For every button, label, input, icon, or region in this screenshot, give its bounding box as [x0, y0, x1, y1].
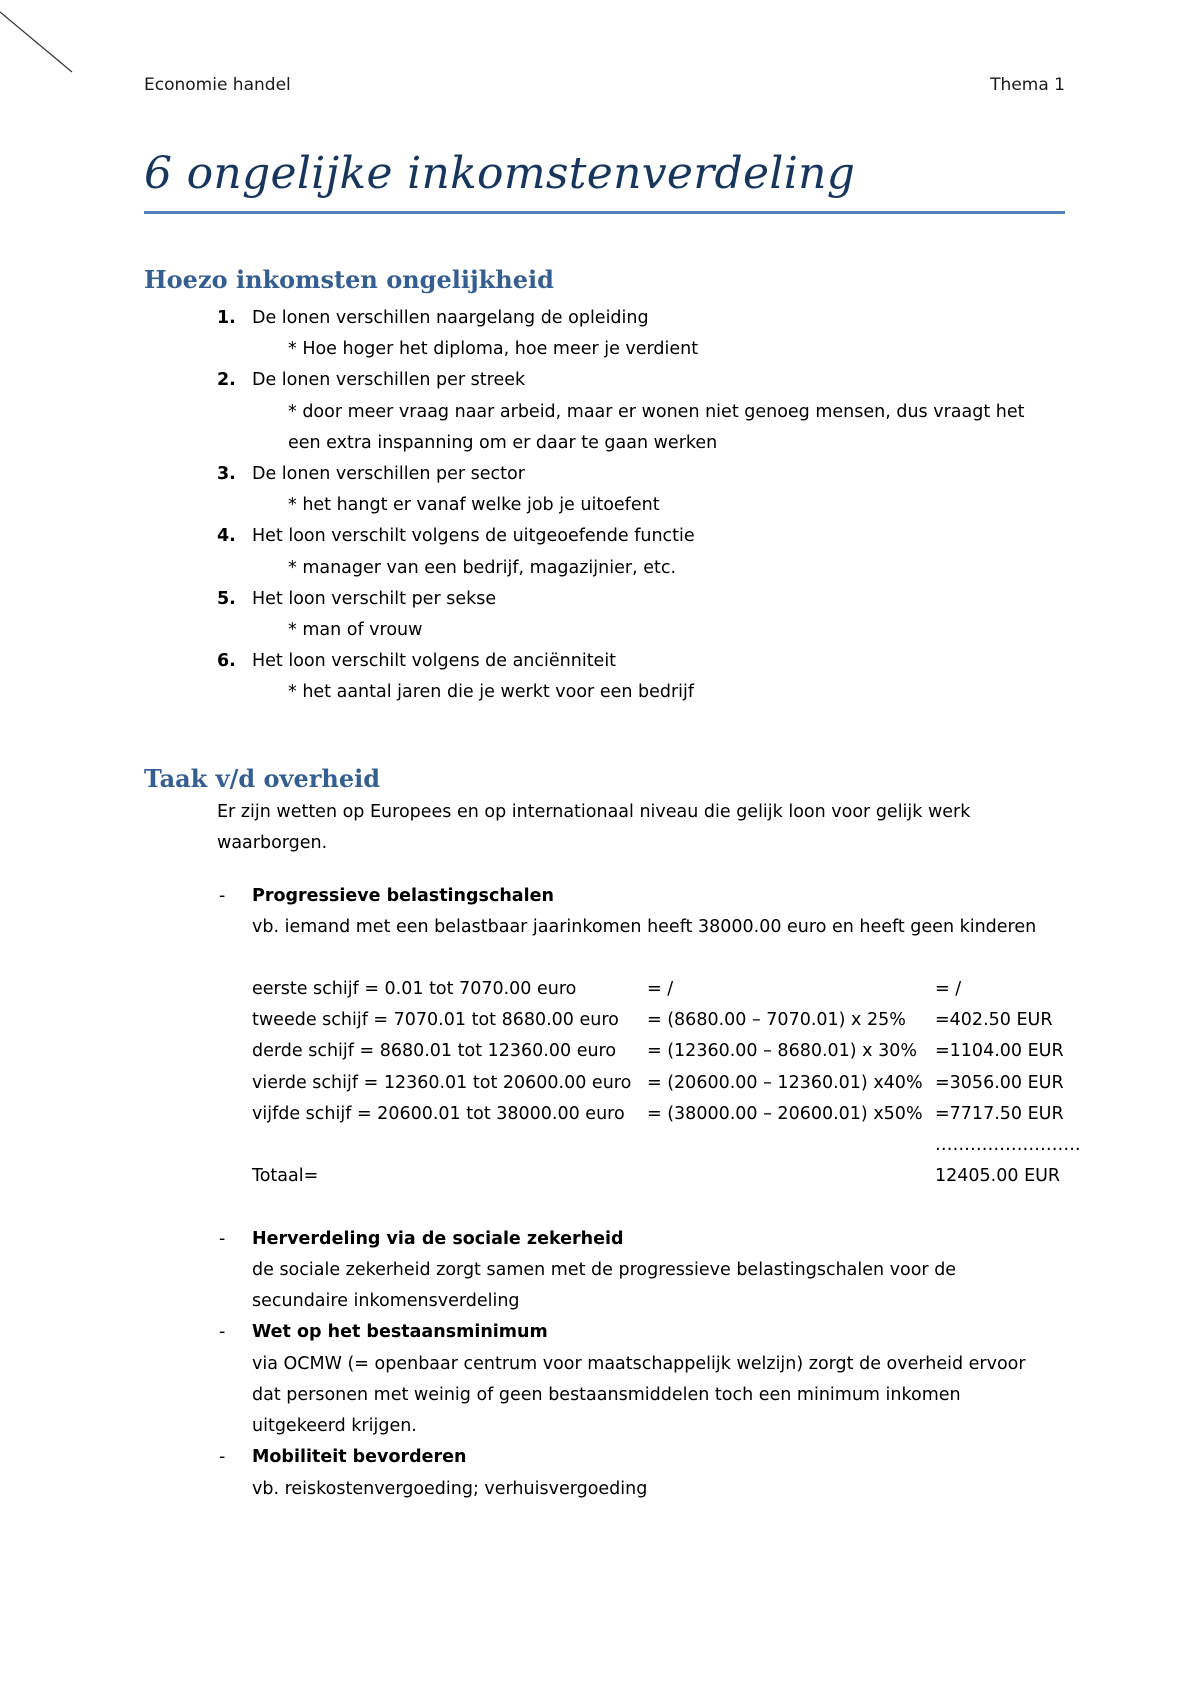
tax-result: =3056.00 EUR [935, 1073, 1064, 1093]
bullet-title: Mobiliteit bevorderen [252, 1447, 467, 1467]
list-item-note: * manager van een bedrijf, magazijnier, etc. [288, 558, 677, 578]
tax-calc: = (8680.00 – 7070.01) x 25% [647, 1010, 906, 1030]
tax-result: =402.50 EUR [935, 1010, 1053, 1030]
tax-bracket: derde schijf = 8680.01 tot 12360.00 euro [252, 1041, 617, 1061]
list-item-note: * door meer vraag naar arbeid, maar er wonen niet genoeg mensen, dus vraagt het [288, 402, 1025, 422]
list-number: 6. [217, 651, 236, 671]
list-item-note: * het hangt er vanaf welke job je uitoefent [288, 495, 660, 515]
tax-row [0, 1008, 1200, 1032]
tax-total-label: Totaal= [252, 1166, 319, 1186]
tax-row [0, 1071, 1200, 1095]
tax-separator: ……………………. [935, 1135, 1081, 1155]
bullet-dash: - [219, 1322, 226, 1342]
tax-total-value: 12405.00 EUR [935, 1166, 1061, 1186]
list-number: 3. [217, 464, 236, 484]
bullet-title: Wet op het bestaansminimum [252, 1322, 548, 1342]
tax-row [0, 977, 1200, 1001]
bullet-text: uitgekeerd krijgen. [252, 1416, 417, 1436]
page-title: 6 ongelijke inkomstenverdeling [144, 148, 856, 199]
intro-line: Er zijn wetten op Europees en op internationaal niveau die gelijk loon voor gelijk werk [217, 802, 971, 822]
bullet-dash: - [219, 886, 226, 906]
bullet-text: vb. iemand met een belastbaar jaarinkomen heeft 38000.00 euro en heeft geen kinderen [252, 917, 1037, 937]
tax-result: = / [935, 979, 962, 999]
tax-row [0, 1039, 1200, 1063]
section-heading-overheid: Taak v/d overheid [144, 764, 380, 793]
list-item-text: De lonen verschillen naargelang de opleiding [252, 308, 649, 328]
header-right: Thema 1 [990, 75, 1065, 95]
tax-bracket: tweede schijf = 7070.01 tot 8680.00 euro [252, 1010, 619, 1030]
corner-fold-line [0, 0, 80, 80]
tax-result: =1104.00 EUR [935, 1041, 1064, 1061]
list-number: 1. [217, 308, 236, 328]
list-number: 5. [217, 589, 236, 609]
header-left: Economie handel [144, 75, 291, 95]
list-item-note: * Hoe hoger het diploma, hoe meer je verdient [288, 339, 699, 359]
page-header [144, 75, 1065, 99]
list-item-text: Het loon verschilt per sekse [252, 589, 497, 609]
tax-separator-row [0, 1133, 1200, 1157]
tax-total-row [0, 1164, 1200, 1188]
list-item-text: Het loon verschilt volgens de uitgeoefende functie [252, 526, 695, 546]
bullet-text: dat personen met weinig of geen bestaansmiddelen toch een minimum inkomen [252, 1385, 961, 1405]
title-underline [144, 211, 1065, 214]
intro-line: waarborgen. [217, 833, 328, 853]
bullet-title: Herverdeling via de sociale zekerheid [252, 1229, 624, 1249]
tax-row [0, 1102, 1200, 1126]
list-item-note: een extra inspanning om er daar te gaan werken [288, 433, 718, 453]
bullet-text: vb. reiskostenvergoeding; verhuisvergoeding [252, 1479, 648, 1499]
bullet-text: de sociale zekerheid zorgt samen met de progressieve belastingschalen voor de [252, 1260, 957, 1280]
list-item-text: De lonen verschillen per sector [252, 464, 525, 484]
tax-calc: = (20600.00 – 12360.01) x40% [647, 1073, 923, 1093]
bullet-dash: - [219, 1229, 226, 1249]
list-number: 2. [217, 370, 236, 390]
tax-calc: = (12360.00 – 8680.01) x 30% [647, 1041, 918, 1061]
tax-result: =7717.50 EUR [935, 1104, 1064, 1124]
bullet-text: secundaire inkomensverdeling [252, 1291, 520, 1311]
tax-calc: = / [647, 979, 674, 999]
list-item-text: De lonen verschillen per streek [252, 370, 526, 390]
list-item-note: * het aantal jaren die je werkt voor een bedrijf [288, 682, 695, 702]
list-item-note: * man of vrouw [288, 620, 423, 640]
bullet-dash: - [219, 1447, 226, 1467]
tax-bracket: vierde schijf = 12360.01 tot 20600.00 euro [252, 1073, 632, 1093]
list-number: 4. [217, 526, 236, 546]
bullet-text: via OCMW (= openbaar centrum voor maatschappelijk welzijn) zorgt de overheid ervoor [252, 1354, 1026, 1374]
list-item-text: Het loon verschilt volgens de anciënniteit [252, 651, 617, 671]
bullet-title: Progressieve belastingschalen [252, 886, 554, 906]
section-heading-hoezo: Hoezo inkomsten ongelijkheid [144, 265, 554, 294]
tax-bracket: eerste schijf = 0.01 tot 7070.00 euro [252, 979, 577, 999]
tax-calc: = (38000.00 – 20600.01) x50% [647, 1104, 923, 1124]
tax-bracket: vijfde schijf = 20600.01 tot 38000.00 euro [252, 1104, 625, 1124]
